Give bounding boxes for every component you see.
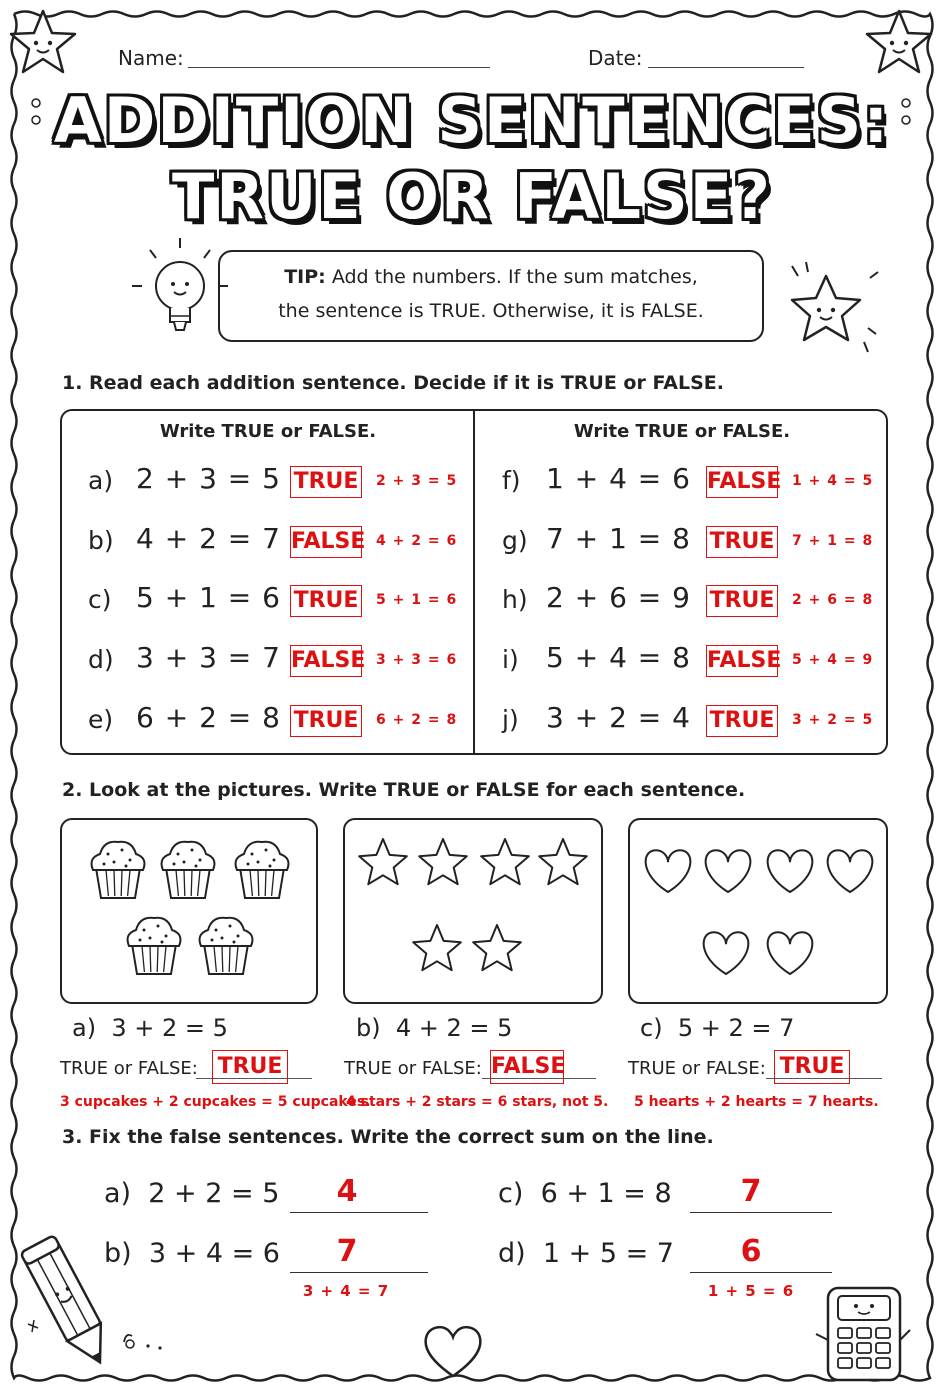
- right-column-header: Write TRUE or FALSE.: [573, 421, 791, 442]
- question-equation: 5 + 2 = 7: [677, 1014, 795, 1042]
- picture-question-b: [356, 1014, 512, 1042]
- question-letter: d): [88, 645, 114, 674]
- check-note: 3 + 3 = 6: [376, 652, 458, 668]
- question-equation: 5 + 4 = 8: [546, 641, 691, 674]
- cupcake-icon: [162, 842, 215, 898]
- date-label: Date:: [588, 46, 643, 70]
- star-icon: [481, 839, 529, 884]
- question-equation: 3 + 3 = 7: [136, 641, 281, 674]
- answer-box[interactable]: FALSE: [706, 645, 778, 677]
- question-letter: f): [502, 466, 521, 495]
- true-false-label: TRUE or FALSE:: [60, 1058, 198, 1079]
- fix-question-b: [104, 1238, 280, 1269]
- check-note: 2 + 6 = 8: [792, 592, 874, 608]
- question-letter: j): [502, 705, 519, 734]
- answer-box[interactable]: TRUE: [290, 585, 362, 617]
- question-letter: a): [104, 1178, 132, 1209]
- question-letter: i): [502, 645, 519, 674]
- picture-question-c: [640, 1014, 794, 1042]
- section1-heading: 1. Read each addition sentence. Decide if it is TRUE or FALSE.: [62, 372, 724, 394]
- question-equation: 5 + 1 = 6: [136, 581, 281, 614]
- answer-box-a[interactable]: TRUE: [212, 1050, 288, 1084]
- name-field[interactable]: [188, 67, 490, 68]
- heart-icon: [420, 1322, 486, 1382]
- question-letter: c): [640, 1014, 663, 1042]
- page-title-line1: ADDITION SENTENCES:: [53, 84, 891, 157]
- fix-note-d: 1 + 5 = 6: [707, 1282, 795, 1300]
- star-icon: [473, 925, 521, 970]
- answer-box-b[interactable]: FALSE: [490, 1050, 564, 1084]
- lightbulb-icon: [128, 236, 232, 346]
- smiling-star-icon: [6, 6, 80, 80]
- explanation-note-b: 4 stars + 2 stars = 6 stars, not 5.: [346, 1094, 609, 1110]
- cupcake-icon: [92, 842, 145, 898]
- stars-picture-box: [343, 818, 603, 1004]
- picture-question-a: [72, 1014, 228, 1042]
- question-letter: b): [356, 1014, 381, 1042]
- check-note: 3 + 2 = 5: [792, 712, 874, 728]
- check-note: 5 + 1 = 6: [376, 592, 458, 608]
- question-letter: c): [88, 585, 112, 614]
- name-label: Name:: [118, 46, 184, 70]
- fix-answer-d[interactable]: 6: [740, 1234, 762, 1269]
- left-column-header: Write TRUE or FALSE.: [159, 421, 377, 442]
- answer-line: [690, 1272, 832, 1273]
- explanation-note-c: 5 hearts + 2 hearts = 7 hearts.: [634, 1094, 879, 1110]
- true-false-label: TRUE or FALSE:: [344, 1058, 482, 1079]
- question-equation: 4 + 2 = 7: [136, 522, 281, 555]
- answer-box[interactable]: FALSE: [706, 466, 778, 498]
- tip-line-1: [220, 266, 762, 288]
- cupcake-icon: [128, 918, 181, 974]
- heart-icon: [768, 850, 813, 892]
- question-equation: 7 + 1 = 8: [546, 522, 691, 555]
- heart-icon: [828, 850, 873, 892]
- question-letter: e): [88, 705, 114, 734]
- check-note: 4 + 2 = 6: [376, 533, 458, 549]
- fix-answer-b[interactable]: 7: [336, 1234, 358, 1269]
- question-equation: 6 + 2 = 8: [136, 701, 281, 734]
- answer-box[interactable]: TRUE: [706, 585, 778, 617]
- answer-box[interactable]: TRUE: [290, 466, 362, 498]
- question-equation: 6 + 1 = 8: [540, 1178, 672, 1209]
- question-equation: 4 + 2 = 5: [395, 1014, 513, 1042]
- section3-heading: 3. Fix the false sentences. Write the correct sum on the line.: [62, 1126, 714, 1148]
- answer-line: [290, 1212, 428, 1213]
- cupcakes-picture-box: [60, 818, 318, 1004]
- question-equation: 3 + 2 = 4: [546, 701, 691, 734]
- fix-question-d: [498, 1238, 674, 1269]
- sparkle-decoration: [118, 1324, 168, 1354]
- question-equation: 2 + 6 = 9: [546, 581, 691, 614]
- question-equation: 2 + 2 = 5: [148, 1178, 280, 1209]
- cupcakes-picture: [62, 820, 316, 1002]
- check-note: 2 + 3 = 5: [376, 473, 458, 489]
- heart-icon: [768, 932, 813, 974]
- smiling-star-icon: [778, 258, 890, 358]
- question-letter: b): [104, 1238, 132, 1269]
- pencil-icon: [14, 1224, 124, 1384]
- star-icon: [359, 839, 407, 884]
- question-letter: a): [72, 1014, 97, 1042]
- hearts-picture: [630, 820, 886, 1002]
- table-divider: [473, 409, 475, 753]
- answer-box[interactable]: TRUE: [290, 705, 362, 737]
- question-equation: 2 + 3 = 5: [136, 462, 281, 495]
- fix-question-a: [104, 1178, 279, 1209]
- check-note: 7 + 1 = 8: [792, 533, 874, 549]
- heart-icon: [704, 932, 749, 974]
- fix-answer-a[interactable]: 4: [336, 1174, 358, 1209]
- fix-note-b: 3 + 4 = 7: [302, 1282, 390, 1300]
- question-letter: h): [502, 585, 528, 614]
- question-equation: 1 + 5 = 7: [542, 1238, 674, 1269]
- question-equation: 1 + 4 = 6: [546, 462, 691, 495]
- heart-icon: [646, 850, 691, 892]
- question-letter: a): [88, 466, 114, 495]
- cupcake-icon: [200, 918, 253, 974]
- tip-text-2: the sentence is TRUE. Otherwise, it is FALSE.: [278, 300, 704, 322]
- question-equation: 3 + 4 = 6: [148, 1238, 280, 1269]
- question-letter: b): [88, 526, 114, 555]
- star-icon: [539, 839, 587, 884]
- heart-icon: [706, 850, 751, 892]
- question-letter: c): [498, 1178, 524, 1209]
- check-note: 6 + 2 = 8: [376, 712, 458, 728]
- smiling-star-icon: [862, 6, 936, 80]
- question-equation: 3 + 2 = 5: [111, 1014, 228, 1042]
- fix-answer-c[interactable]: 7: [740, 1174, 762, 1209]
- question-letter: g): [502, 526, 528, 555]
- check-note: 5 + 4 = 9: [792, 652, 874, 668]
- answer-box-c[interactable]: TRUE: [774, 1050, 850, 1084]
- answer-box[interactable]: TRUE: [706, 526, 778, 558]
- page-title-line2: TRUE OR FALSE?: [171, 160, 773, 233]
- answer-box[interactable]: TRUE: [706, 705, 778, 737]
- section2-heading: 2. Look at the pictures. Write TRUE or FALSE for each sentence.: [62, 779, 746, 801]
- explanation-note-a: 3 cupcakes + 2 cupcakes = 5 cupcakes.: [60, 1094, 371, 1110]
- hearts-picture-box: [628, 818, 888, 1004]
- star-icon: [419, 839, 467, 884]
- check-note: 1 + 4 = 5: [792, 473, 874, 489]
- tip-text-1: Add the numbers. If the sum matches,: [331, 266, 698, 288]
- true-false-label: TRUE or FALSE:: [628, 1058, 766, 1079]
- date-field[interactable]: [648, 67, 804, 68]
- tip-box: [218, 250, 764, 342]
- stars-picture: [345, 820, 601, 1002]
- answer-line: [690, 1212, 832, 1213]
- answer-box[interactable]: FALSE: [290, 526, 362, 558]
- question-letter: d): [498, 1238, 526, 1269]
- calculator-icon: [806, 1280, 916, 1384]
- answer-box[interactable]: FALSE: [290, 645, 362, 677]
- tip-prefix: TIP:: [284, 266, 326, 288]
- fix-question-c: [498, 1178, 672, 1209]
- cupcake-icon: [236, 842, 289, 898]
- star-icon: [413, 925, 461, 970]
- answer-line: [290, 1272, 428, 1273]
